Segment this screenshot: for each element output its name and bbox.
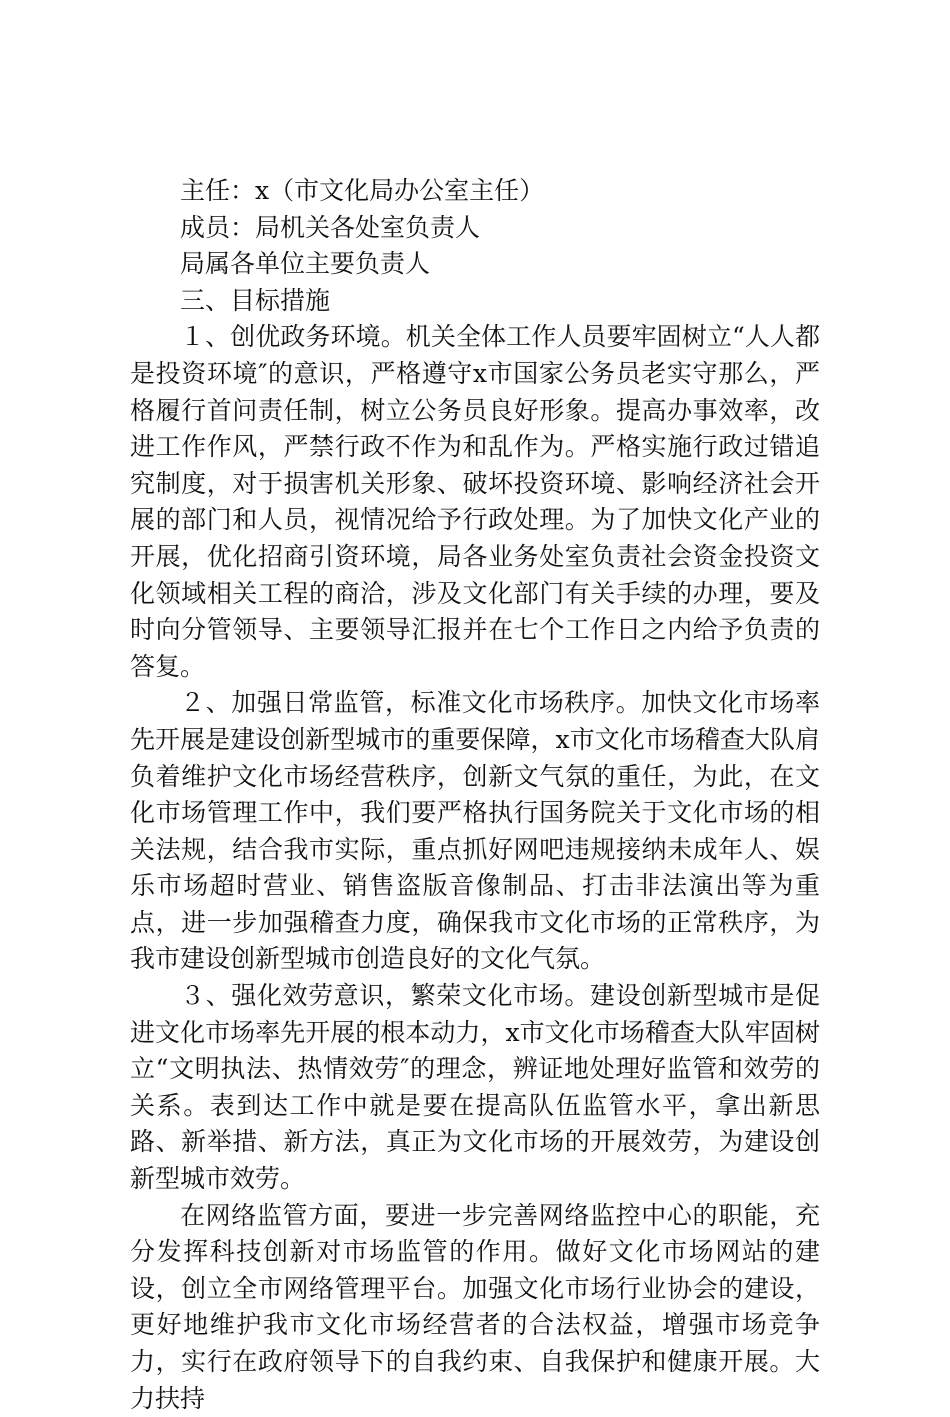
paragraph-item-1: １、创优政务环境。机关全体工作人员要牢固树立“人人都是投资环境″的意识，严格遵守x市国家公务员老实守那么，严格履行首问责任制，树立公务员良好形象。提高办事效率，改进工作作风，严禁行政不作为和乱作为。严格实施行政过错追究制度，对于损害机关形象、破坏投资环境、影响经济社会开展的部门和人员，视情况给予行政处理。为了加快文化产业的开展，优化招商引资环境，局各业务处室负责社会资金投资文化领域相关工程的商洽，涉及文化部门有关手续的办理，要及时向分管领导、主要领导汇报并在七个工作日之内给予负责的答复。 — [130, 322, 820, 681]
paragraph-network-supervision: 在网络监管方面，要进一步完善网络监控中心的职能，充分发挥科技创新对市场监管的作用。做好文化市场网站的建设，创立全市网络管理平台。加强文化市场行业协会的建设，更好地维护我市文化市场经营者的合法权益，增强市场竞争力，实行在政府领导下的自我约束、自我保护和健康开展。大力扶持 — [130, 1200, 820, 1413]
paragraph-director: 主任：x（市文化局办公室主任） — [180, 176, 545, 205]
document-body — [130, 173, 820, 1417]
paragraph-members: 成员：局机关各处室负责人 — [180, 212, 481, 242]
paragraph-item-2: ２、加强日常监管，标准文化市场秩序。加快文化市场率先开展是建设创新型城市的重要保障，x市文化市场稽查大队肩负着维护文化市场经营秩序，创新文气氛的重任，为此，在文化市场管理工作中，我们要严格执行国务院关于文化市场的相关法规，结合我市实际，重点抓好网吧违规接纳未成年人、娱乐市场超时营业、销售盗版音像制品、打击非法演出等为重点，进一步加强稽查力度，确保我市文化市场的正常秩序，为我市建设创新型城市创造良好的文化气氛。 — [130, 688, 820, 974]
section-heading-goals: 三、目标措施 — [180, 285, 331, 315]
paragraph-unit-heads: 局属各单位主要负责人 — [180, 249, 431, 279]
paragraph-item-3: ３、强化效劳意识，繁荣文化市场。建设创新型城市是促进文化市场率先开展的根本动力，x市文化市场稽查大队牢固树立“文明执法、热情效劳″的理念，辨证地处理好监管和效劳的关系。表到达工作中就是要在提高队伍监管水平，拿出新思路、新举措、新方法，真正为文化市场的开展效劳，为建设创新型城市效劳。 — [130, 981, 820, 1194]
